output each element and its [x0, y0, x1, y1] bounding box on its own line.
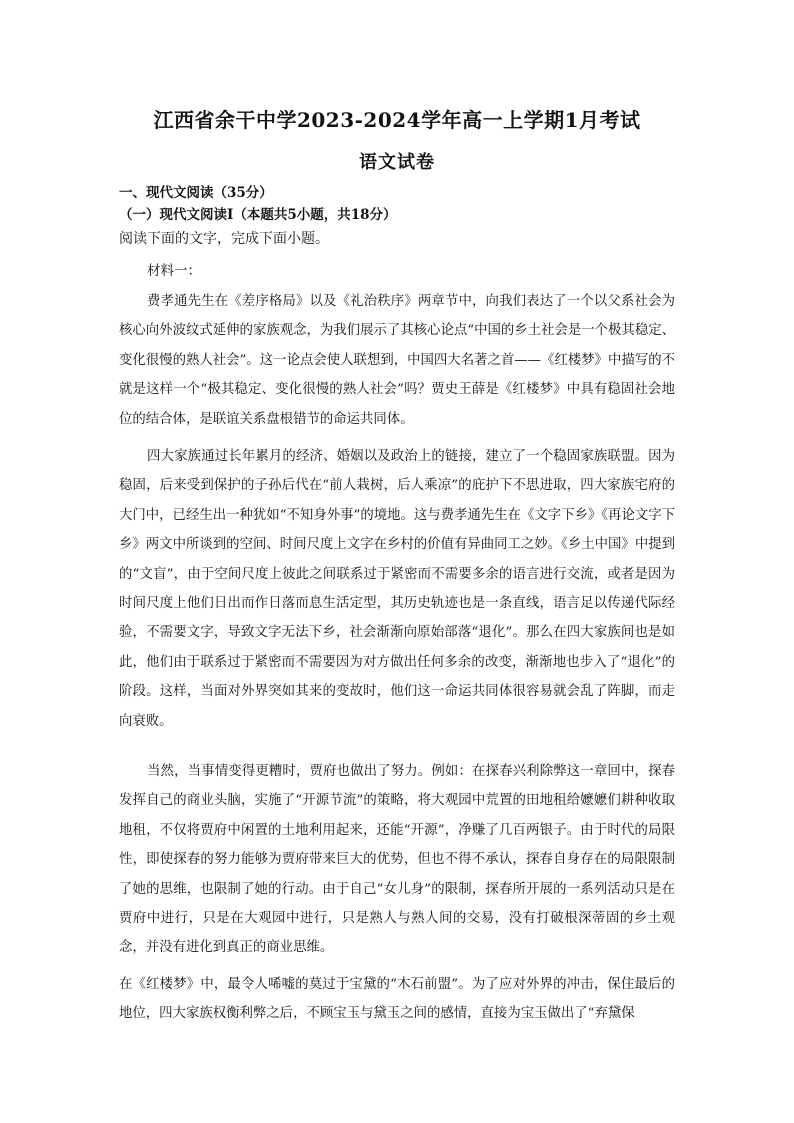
exam-subtitle: 语文试卷 — [359, 152, 435, 173]
section-heading: 一、现代文阅读（35分） — [119, 185, 273, 201]
body-paragraph-4: 在《红楼梦》中，最令人唏嘘的莫过于宝黛的“木石前盟”。为了应对外界的冲击，保住最后的地位，四大家族权衡利弊之后，不顾宝玉与黛玉之间的感情，直接为宝玉做出了“弃黛保 — [119, 977, 675, 1022]
body-paragraph-2: 四大家族通过长年累月的经济、婚姻以及政治上的链接，建立了一个稳固家族联盟。因为稳固，后来受到保护的子孙后代在“前人栽树，后人乘凉”的庇护下不思进取，四大家族宅府的大门中，已经生出一种犹如“不知身外事”的境地。这与费孝通先生在《文字下乡》《再论文字下乡》两文中所谈到的空间、时间尺度上文字在乡村的价值有异曲同工之妙。《乡土中国》中提到的“文盲”，由于空间尺度上彼此之间联系过于紧密而不需要多余的语言进行交流，或者是因为时间尺度上他们日出而作日落而息生活定型，其历史轨迹也是一条直线，语言足以传递代际经验，不需要文字，导致文字无法下乡，社会渐渐向原始部落“退化”。那么在四大家族间也是如此，他们由于联系过于紧密而不需要因为对方做出任何多余的改变，渐渐地也步入了“退化”的阶段。这样，当面对外界突如其来的变故时，他们这一命运共同体很容易就会乱了阵脚，而走向衰败。 — [119, 449, 676, 729]
exam-title: 江西省余干中学2023-2024学年高一上学期1月考试 — [153, 108, 641, 132]
instruction-text: 阅读下面的文字，完成下面小题。 — [119, 231, 329, 247]
material-label: 材料一： — [147, 263, 201, 279]
subsection-heading: （一）现代文阅读Ⅰ（本题共5小题，共18分） — [119, 207, 397, 223]
body-paragraph-3: 当然，当事情变得更糟时，贾府也做出了努力。例如：在探春兴利除弊这一章回中，探春发挥自己的商业头脑，实施了“开源节流”的策略，将大观园中荒置的田地租给嬷嬷们耕种收取地租，不仅将贾府中闲置的土地利用起来，还能“开源”，净赚了几百两银子。由于时代的局限性，即使探春的努力能够为贾府带来巨大的优势，但也不得不承认，探春自身存在的局限限制了她的思维，也限制了她的行动。由于自己“女儿身”的限制，探春所开展的一系列活动只是在贾府中进行，只是在大观园中进行，只是熟人与熟人间的交易，没有打破根深蒂固的乡土观念，并没有进化到真正的商业思维。 — [119, 764, 675, 956]
body-paragraph-1: 费孝通先生在《差序格局》以及《礼治秩序》两章节中，向我们表达了一个以父系社会为核心向外波纹式延伸的家族观念，为我们展示了其核心论点“中国的乡土社会是一个极其稳定、变化很慢的熟人社会”。这一论点会使人联想到，中国四大名著之首——《红楼梦》中描写的不就是这样一个“极其稳定、变化很慢的熟人社会”吗？贾史王薛是《红楼梦》中具有稳固社会地位的结合体，是联谊关系盘根错节的命运共同体。 — [119, 294, 675, 427]
